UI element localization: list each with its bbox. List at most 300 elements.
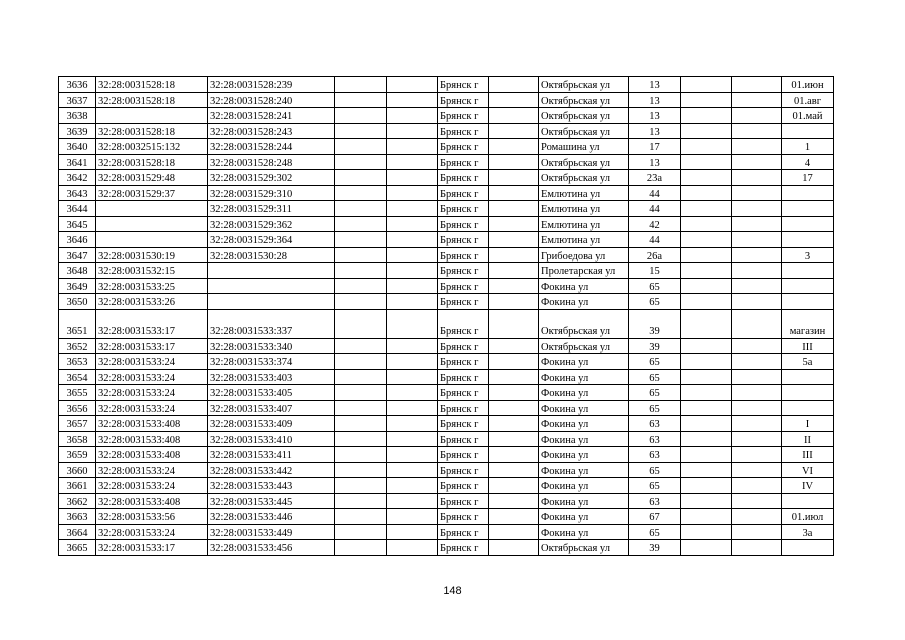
table-row [59,524,834,540]
table-cell: Брянск г [438,385,489,401]
table-cell [335,354,387,370]
table-cell [681,154,732,170]
table-cell [732,154,782,170]
table-row [59,447,834,463]
table-cell [387,294,438,310]
table-cell [387,385,438,401]
row-number-cell: 3657 [59,416,96,432]
table-cell: III [782,447,834,463]
table-cell [387,540,438,556]
table-cell: Октябрьская ул [539,309,629,338]
table-cell [208,278,335,294]
table-cell [335,263,387,279]
table-cell: 3 [782,247,834,263]
table-cell [782,294,834,310]
table-cell: Брянск г [438,170,489,186]
table-cell: Фокина ул [539,400,629,416]
table-cell: 32:28:0031528:239 [208,77,335,93]
table-cell [96,216,208,232]
table-cell [489,509,539,525]
table-cell [732,92,782,108]
table-cell: 32:28:0031528:18 [96,123,208,139]
row-number-cell: 3646 [59,232,96,248]
table-cell [489,309,539,338]
table-cell: Брянск г [438,478,489,494]
table-cell: 32:28:0031533:374 [208,354,335,370]
table-cell: 32:28:0031533:408 [96,447,208,463]
table-cell [681,77,732,93]
table-cell: 01.июл [782,509,834,525]
table-cell: 63 [629,431,681,447]
table-cell [681,462,732,478]
table-cell: 32:28:0031533:56 [96,509,208,525]
table-cell: 32:28:0031533:449 [208,524,335,540]
table-cell: Фокина ул [539,509,629,525]
table-cell: 32:28:0031533:403 [208,369,335,385]
table-cell [387,108,438,124]
table-cell [96,201,208,217]
table-cell [335,201,387,217]
table-cell [489,263,539,279]
table-cell: Брянск г [438,201,489,217]
table-cell: 32:28:0031528:248 [208,154,335,170]
table-cell [681,309,732,338]
table-row [59,416,834,432]
row-number-cell: 3661 [59,478,96,494]
table-cell [335,294,387,310]
table-cell [489,431,539,447]
table-cell [387,139,438,155]
row-number-cell: 3655 [59,385,96,401]
table-cell [732,294,782,310]
table-cell: 32:28:0031533:445 [208,493,335,509]
table-cell: 32:28:0031528:241 [208,108,335,124]
table-cell: 39 [629,309,681,338]
table-cell: Брянск г [438,369,489,385]
table-cell: 32:28:0031530:19 [96,247,208,263]
row-number-cell: 3639 [59,123,96,139]
table-cell [782,185,834,201]
table-cell: 32:28:0031529:310 [208,185,335,201]
table-cell [335,216,387,232]
table-cell [335,478,387,494]
row-number-cell: 3665 [59,540,96,556]
table-cell [732,185,782,201]
table-cell [732,123,782,139]
table-cell: Фокина ул [539,431,629,447]
row-number-cell: 3648 [59,263,96,279]
table-cell: Брянск г [438,154,489,170]
table-cell [782,278,834,294]
table-cell [387,447,438,463]
table-cell: Брянск г [438,309,489,338]
table-cell: Емлютина ул [539,201,629,217]
table-cell: Фокина ул [539,416,629,432]
table-cell: Брянск г [438,447,489,463]
row-number-cell: 3650 [59,294,96,310]
row-number-cell: 3662 [59,493,96,509]
table-cell: Емлютина ул [539,216,629,232]
table-cell [387,247,438,263]
row-number-cell: 3641 [59,154,96,170]
table-cell: Брянск г [438,462,489,478]
table-cell: VI [782,462,834,478]
table-row [59,509,834,525]
row-number-cell: 3637 [59,92,96,108]
table-cell [782,232,834,248]
table-cell [387,154,438,170]
row-number-cell: 3656 [59,400,96,416]
table-cell: 13 [629,123,681,139]
table-cell [732,447,782,463]
table-row [59,478,834,494]
table-cell [387,400,438,416]
table-cell [732,493,782,509]
table-cell [335,493,387,509]
table-cell [732,201,782,217]
table-cell: Фокина ул [539,478,629,494]
table-cell [782,263,834,279]
table-cell: Брянск г [438,540,489,556]
table-cell [387,185,438,201]
table-cell [335,509,387,525]
table-cell: Емлютина ул [539,232,629,248]
table-cell: 63 [629,447,681,463]
table-cell: 32:28:0032515:132 [96,139,208,155]
table-cell: 32:28:0031533:410 [208,431,335,447]
table-cell: 32:28:0031528:18 [96,154,208,170]
table-cell: Фокина ул [539,493,629,509]
table-cell [681,123,732,139]
table-cell: Брянск г [438,185,489,201]
table-cell: 65 [629,524,681,540]
table-cell: 32:28:0031533:17 [96,540,208,556]
table-cell [335,416,387,432]
table-cell: 63 [629,416,681,432]
table-cell: 32:28:0031528:244 [208,139,335,155]
row-number-cell: 3636 [59,77,96,93]
table-cell [335,232,387,248]
table-cell: 32:28:0031533:443 [208,478,335,494]
table-cell: 32:28:0031533:446 [208,509,335,525]
table-cell: 65 [629,354,681,370]
table-cell: 32:28:0031532:15 [96,263,208,279]
table-cell: 13 [629,108,681,124]
table-cell: 32:28:0031533:24 [96,478,208,494]
table-cell: Фокина ул [539,354,629,370]
table-cell: 39 [629,338,681,354]
table-cell: 26а [629,247,681,263]
table-cell [489,338,539,354]
table-cell: 65 [629,278,681,294]
table-cell: Брянск г [438,216,489,232]
table-cell: 01.май [782,108,834,124]
table-cell: 32:28:0031529:364 [208,232,335,248]
table-row [59,170,834,186]
table-cell: Брянск г [438,338,489,354]
table-cell: 32:28:0031533:24 [96,369,208,385]
table-cell [489,247,539,263]
table-cell [387,232,438,248]
table-cell [732,247,782,263]
table-cell: 5а [782,354,834,370]
table-cell [782,123,834,139]
table-cell: 32:28:0031528:240 [208,92,335,108]
table-cell [489,232,539,248]
table-cell [489,278,539,294]
table-cell [335,338,387,354]
table-cell [335,309,387,338]
table-cell [681,369,732,385]
table-cell [681,294,732,310]
table-cell [335,400,387,416]
table-cell: Фокина ул [539,369,629,385]
row-number-cell: 3664 [59,524,96,540]
table-row [59,493,834,509]
table-cell [681,493,732,509]
table-cell [681,447,732,463]
table-cell [387,478,438,494]
table-cell: 63 [629,493,681,509]
table-cell [732,540,782,556]
table-cell [387,338,438,354]
table-cell [489,123,539,139]
table-cell [489,216,539,232]
table-cell: Октябрьская ул [539,154,629,170]
table-cell: 32:28:0031533:17 [96,309,208,338]
row-number-cell: 3649 [59,278,96,294]
table-cell [208,263,335,279]
table-cell: Октябрьская ул [539,77,629,93]
table-cell [335,123,387,139]
table-cell [732,232,782,248]
table-cell [387,201,438,217]
table-cell: Фокина ул [539,294,629,310]
table-cell [782,201,834,217]
table-cell [96,108,208,124]
table-cell [681,400,732,416]
table-cell [489,524,539,540]
table-cell [782,400,834,416]
table-cell: Брянск г [438,524,489,540]
table-cell: Октябрьская ул [539,123,629,139]
table-cell [681,170,732,186]
table-cell [387,309,438,338]
row-number-cell: 3651 [59,309,96,338]
table-cell: 32:28:0031533:25 [96,278,208,294]
table-cell [732,369,782,385]
table-cell [681,354,732,370]
table-cell: Брянск г [438,400,489,416]
table-cell [732,524,782,540]
table-cell: 44 [629,232,681,248]
table-row [59,294,834,310]
table-cell [489,447,539,463]
table-cell: 32:28:0031533:408 [96,493,208,509]
table-cell: 1 [782,139,834,155]
table-cell [681,201,732,217]
table-cell [335,139,387,155]
table-cell: 23а [629,170,681,186]
table-cell [335,108,387,124]
table-cell: 32:28:0031533:17 [96,338,208,354]
table-cell [489,201,539,217]
table-cell: 32:28:0031528:18 [96,77,208,93]
table-cell [335,77,387,93]
table-row [59,369,834,385]
table-cell [681,216,732,232]
table-cell [335,92,387,108]
table-cell: Грибоедова ул [539,247,629,263]
table-cell [732,478,782,494]
table-cell: 32:28:0031533:24 [96,462,208,478]
table-cell [681,478,732,494]
table-cell: Брянск г [438,232,489,248]
table-row [59,77,834,93]
table-cell [387,170,438,186]
table-cell [208,294,335,310]
table-cell: 32:28:0031533:456 [208,540,335,556]
table-cell: Октябрьская ул [539,92,629,108]
table-cell: 32:28:0031529:362 [208,216,335,232]
table-cell: Пролетарская ул [539,263,629,279]
table-row [59,123,834,139]
row-number-cell: 3645 [59,216,96,232]
table-cell [387,462,438,478]
table-cell [782,385,834,401]
table-cell [335,278,387,294]
table-cell: 65 [629,294,681,310]
table-cell [681,540,732,556]
table-cell [489,385,539,401]
table-cell [681,385,732,401]
table-cell: II [782,431,834,447]
table-cell [489,416,539,432]
row-number-cell: 3658 [59,431,96,447]
table-cell: 65 [629,478,681,494]
table-cell [732,77,782,93]
table-cell [681,338,732,354]
table-cell [489,354,539,370]
row-number-cell: 3647 [59,247,96,263]
table-cell: 3а [782,524,834,540]
table-cell: 32:28:0031533:442 [208,462,335,478]
row-number-cell: 3659 [59,447,96,463]
table-cell [489,154,539,170]
table-cell [681,108,732,124]
table-cell [335,185,387,201]
table-cell [782,540,834,556]
table-cell [489,369,539,385]
table-cell [732,431,782,447]
table-cell [732,139,782,155]
table-cell: 32:28:0031533:411 [208,447,335,463]
table-cell [732,400,782,416]
table-cell: Фокина ул [539,462,629,478]
table-cell: 65 [629,400,681,416]
table-cell: 32:28:0031533:337 [208,309,335,338]
table-cell [489,400,539,416]
table-cell [335,170,387,186]
table-cell [782,216,834,232]
table-cell: 65 [629,385,681,401]
table-cell [387,524,438,540]
table-cell: 32:28:0031528:243 [208,123,335,139]
table-cell [732,309,782,338]
table-cell: 32:28:0031530:28 [208,247,335,263]
table-cell [387,369,438,385]
table-cell [387,431,438,447]
table-cell: 4 [782,154,834,170]
table-cell [489,478,539,494]
table-row [59,385,834,401]
table-cell [732,216,782,232]
table-cell [335,540,387,556]
table-cell [335,247,387,263]
table-cell [387,416,438,432]
table-cell [732,263,782,279]
table-cell: 32:28:0031533:24 [96,385,208,401]
table-row [59,462,834,478]
table-cell: Октябрьская ул [539,540,629,556]
table-cell: Фокина ул [539,385,629,401]
table-cell: 32:28:0031533:24 [96,400,208,416]
table-cell: 32:28:0031533:24 [96,354,208,370]
table-cell: I [782,416,834,432]
table-cell: 13 [629,77,681,93]
table-cell: 32:28:0031533:24 [96,524,208,540]
row-number-cell: 3644 [59,201,96,217]
table-cell [681,278,732,294]
table-row [59,263,834,279]
table-cell [387,493,438,509]
table-cell: Фокина ул [539,524,629,540]
table-cell [335,385,387,401]
table-cell: Брянск г [438,77,489,93]
table-row [59,139,834,155]
table-cell [732,338,782,354]
table-cell [681,263,732,279]
table-cell [335,462,387,478]
table-cell [681,247,732,263]
table-cell: 13 [629,92,681,108]
table-cell: 44 [629,185,681,201]
table-cell [732,416,782,432]
table-cell: 44 [629,201,681,217]
table-cell [681,92,732,108]
row-number-cell: 3643 [59,185,96,201]
table-cell [489,170,539,186]
table-cell: 67 [629,509,681,525]
table-cell [489,77,539,93]
table-cell [732,354,782,370]
table-cell: 32:28:0031533:408 [96,416,208,432]
table-cell [489,139,539,155]
table-cell [489,493,539,509]
table-cell: 01.авг [782,92,834,108]
table-cell [96,232,208,248]
table-cell: 32:28:0031533:407 [208,400,335,416]
table-cell: Брянск г [438,278,489,294]
table-cell [335,447,387,463]
row-number-cell: 3663 [59,509,96,525]
row-number-cell: 3654 [59,369,96,385]
table-row [59,216,834,232]
table-row [59,278,834,294]
table-cell: Октябрьская ул [539,338,629,354]
table-cell [489,185,539,201]
table-row [59,247,834,263]
